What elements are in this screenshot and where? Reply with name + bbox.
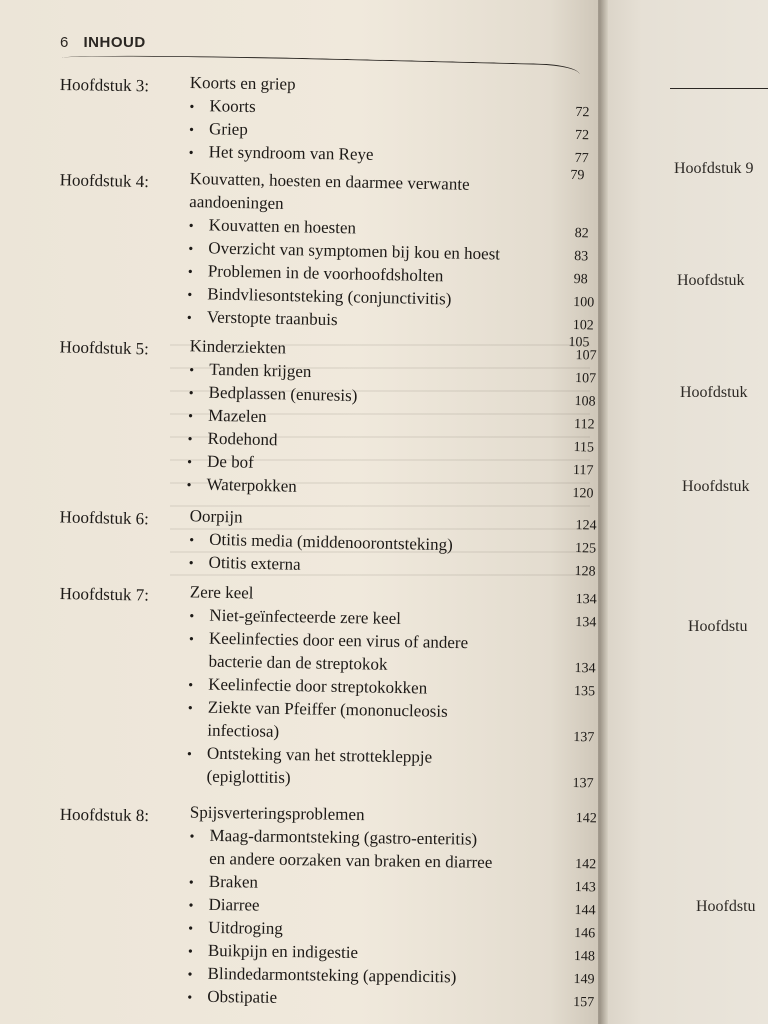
facing-page	[600, 0, 768, 1024]
toc-entry-text: Griep	[208, 119, 248, 139]
chapter-page-number: 124	[575, 518, 597, 534]
chapter-title: Koorts en griep	[189, 72, 296, 94]
toc-entry	[189, 605, 401, 629]
facing-chapter-label: Hoofdstuk	[682, 478, 750, 495]
toc-entry-text: Mazelen	[207, 405, 267, 427]
chapter-title: Kouvatten, hoesten en daarmee verwante	[189, 168, 470, 194]
toc-entry-continuation	[206, 767, 290, 788]
bullet-icon: •	[188, 632, 195, 648]
toc-entry	[188, 697, 448, 722]
bullet-icon: •	[187, 990, 193, 1006]
toc-entry	[189, 628, 468, 653]
toc-entry-text: Niet-geïnfecteerde zere keel	[209, 605, 402, 629]
chapter-page-number: 107	[575, 348, 597, 364]
toc-entry-page: 142	[575, 857, 597, 873]
toc-entry-page: 108	[574, 394, 596, 410]
toc-entry-text: Keelinfecties door een virus of andere	[208, 628, 469, 653]
toc-entry-text: Rodehond	[207, 428, 278, 450]
chapter-end-page: 79	[570, 167, 585, 184]
chapter-title: Zere keel	[189, 582, 254, 603]
toc-entry-page: 144	[574, 903, 596, 919]
toc-entry	[189, 119, 248, 140]
toc-entry	[188, 918, 283, 939]
toc-entry-page: 149	[573, 972, 595, 988]
toc-entry-text: Bindvliesontsteking (conjunctivitis)	[207, 284, 452, 309]
toc-entry	[188, 238, 500, 265]
toc-entry	[188, 382, 357, 406]
toc-entry	[187, 428, 277, 450]
toc-entry-text: Bedplassen (enuresis)	[208, 382, 358, 406]
toc-chapter	[0, 579, 598, 792]
toc-entry-page: 112	[573, 417, 595, 433]
facing-chapter-label: Hoofdstu	[688, 618, 748, 635]
bullet-icon: •	[188, 122, 195, 139]
toc-entry-page: 72	[575, 105, 590, 121]
toc-entry-page: 98	[573, 272, 588, 288]
toc-entry	[188, 895, 259, 916]
bullet-icon: •	[186, 747, 192, 763]
toc-entry-text: (epiglottitis)	[206, 766, 291, 788]
toc-chapter	[0, 800, 598, 1011]
bullet-icon: •	[186, 478, 192, 494]
bullet-icon: •	[188, 875, 194, 891]
toc-entry-text: Kouvatten en hoesten	[208, 215, 357, 238]
section-title: INHOUD	[83, 34, 146, 51]
toc-entry-text: infectiosa)	[207, 720, 280, 741]
toc-entry-text: bacterie dan de streptokok	[208, 651, 388, 674]
toc-entry	[189, 872, 258, 893]
facing-chapter-label: Hoofdstu	[696, 898, 756, 915]
toc-entry	[189, 826, 477, 850]
toc-entry-page: 102	[572, 318, 594, 334]
bullet-icon: •	[186, 455, 193, 471]
bullet-icon: •	[188, 145, 194, 162]
toc-entry	[189, 529, 453, 555]
toc-entry-page: 134	[575, 615, 597, 631]
bullet-icon: •	[187, 432, 193, 448]
facing-chapter-label: Hoofdstuk	[680, 384, 748, 401]
toc-entry	[187, 451, 254, 473]
toc-entry	[187, 743, 433, 767]
toc-entry-page: 143	[574, 880, 596, 896]
toc-entry	[188, 674, 427, 698]
toc-entry-text: Koorts	[209, 96, 256, 117]
bullet-icon: •	[188, 678, 194, 694]
toc-entry-text: De bof	[206, 451, 255, 472]
toc-entry-page: 128	[574, 564, 596, 580]
toc-entry	[187, 307, 338, 330]
chapter-label: Hoofdstuk 3:	[59, 74, 150, 96]
chapter-page-number: 142	[575, 811, 597, 827]
chapter-title: Kinderziekten	[189, 336, 287, 358]
facing-page-rule	[670, 88, 768, 89]
bullet-icon: •	[187, 264, 193, 281]
toc-entry	[188, 552, 300, 575]
toc-entry-page: 125	[574, 541, 597, 557]
toc-entry-page: 82	[574, 226, 589, 242]
toc-entry-text: Ontsteking van het strottekleppje	[206, 743, 433, 767]
bullet-icon: •	[188, 241, 194, 258]
toc-entry-page: 72	[574, 128, 590, 144]
page-number: 6	[60, 34, 69, 51]
chapter-title: Spijsverteringsproblemen	[189, 802, 365, 825]
chapter-label: Hoofdstuk 4:	[59, 170, 150, 192]
toc-entry-page: 148	[573, 949, 595, 965]
bullet-icon: •	[188, 898, 194, 914]
toc-chapter	[0, 502, 598, 580]
toc-entry-text: Verstopte traanbuis	[206, 307, 338, 330]
chapter-label: Hoofdstuk 8:	[59, 804, 150, 826]
toc-entry-text: Problemen in de voorhoofdsholten	[207, 261, 444, 286]
toc-entry	[186, 474, 297, 496]
chapter-end-page: 105	[568, 334, 590, 351]
bullet-icon: •	[187, 701, 193, 717]
chapter-page-number: 134	[575, 592, 597, 608]
toc-entry-text: Maag-darmontsteking (gastro-enteritis)	[209, 825, 478, 849]
toc-entry-page: 83	[574, 249, 589, 265]
toc-entry	[189, 359, 312, 382]
toc-entry-page: 137	[572, 776, 594, 792]
bullet-icon: •	[189, 99, 195, 116]
bullet-icon: •	[187, 967, 193, 983]
toc-entry-page: 157	[573, 995, 595, 1011]
toc-entry-continuation	[209, 849, 492, 873]
toc-entry-page: 135	[573, 684, 596, 700]
facing-chapter-label: Hoofdstuk 9	[674, 160, 754, 177]
chapter-title: Oorpijn	[189, 506, 243, 527]
toc-entry-text: Uitdroging	[208, 917, 283, 938]
toc-entry	[189, 96, 256, 117]
toc-entry-text: en andere oorzaken van braken en diarree	[209, 848, 493, 872]
toc-entry	[187, 284, 451, 310]
toc-entry	[189, 142, 374, 165]
bullet-icon: •	[188, 218, 194, 235]
toc-entry	[187, 987, 277, 1008]
toc-entry-continuation	[208, 652, 387, 675]
toc-entry-continuation	[207, 721, 279, 742]
chapter-label: Hoofdstuk 5:	[59, 337, 150, 359]
toc-entry	[189, 215, 357, 238]
toc-entry-page: 137	[573, 730, 595, 746]
toc-entry-text: Tanden krijgen	[208, 359, 312, 382]
toc-entry	[188, 261, 444, 286]
toc-entry-text: Otitis externa	[208, 552, 301, 574]
toc-entry	[188, 405, 267, 427]
bullet-icon: •	[188, 556, 194, 572]
bullet-icon: •	[188, 533, 195, 549]
toc-entry-text: Braken	[208, 871, 259, 892]
toc-entry-text: Buikpijn en indigestie	[207, 940, 359, 963]
toc-entry-page: 134	[574, 661, 596, 677]
bullet-icon: •	[187, 287, 193, 304]
toc-entry-page: 100	[573, 295, 595, 311]
toc-entry-text: Ziekte van Pfeiffer (mononucleosis	[207, 697, 448, 721]
toc-entry-text: Obstipatie	[207, 986, 278, 1007]
bullet-icon: •	[189, 609, 195, 625]
chapter-label: Hoofdstuk 7:	[59, 584, 150, 605]
bullet-icon: •	[187, 409, 194, 425]
toc-entry-page: 115	[573, 440, 595, 456]
toc-entry-page: 120	[572, 486, 594, 502]
toc-entry-text: Keelinfectie door streptokokken	[208, 674, 428, 698]
toc-entry-text: Otitis media (middenoorontsteking)	[208, 529, 454, 555]
chapter-title-continuation: aandoeningen	[189, 191, 284, 213]
bullet-icon: •	[188, 386, 194, 402]
toc-entry-page: 107	[574, 371, 597, 387]
bullet-icon: •	[189, 829, 195, 845]
toc-entry-page: 77	[574, 151, 589, 167]
toc-entry-page: 146	[574, 926, 596, 942]
toc-entry	[188, 941, 358, 963]
toc-entry-text: Het syndroom van Reye	[208, 142, 374, 164]
chapter-label: Hoofdstuk 6:	[59, 507, 150, 529]
bullet-icon: •	[188, 921, 194, 937]
toc-entry-page: 117	[572, 463, 594, 479]
toc-chapter	[0, 332, 598, 502]
bullet-icon: •	[186, 310, 192, 327]
toc-entry-text: Blindedarmontsteking (appendicitis)	[207, 963, 457, 987]
toc-entry-text: Overzicht van symptomen bij kou en hoest	[208, 238, 501, 264]
toc-entry	[187, 964, 456, 988]
toc-entry-text: Waterpokken	[206, 474, 298, 496]
bullet-icon: •	[187, 944, 193, 960]
bullet-icon: •	[188, 363, 195, 379]
toc-entry-text: Diarree	[208, 894, 260, 915]
facing-chapter-label: Hoofdstuk	[677, 272, 745, 289]
